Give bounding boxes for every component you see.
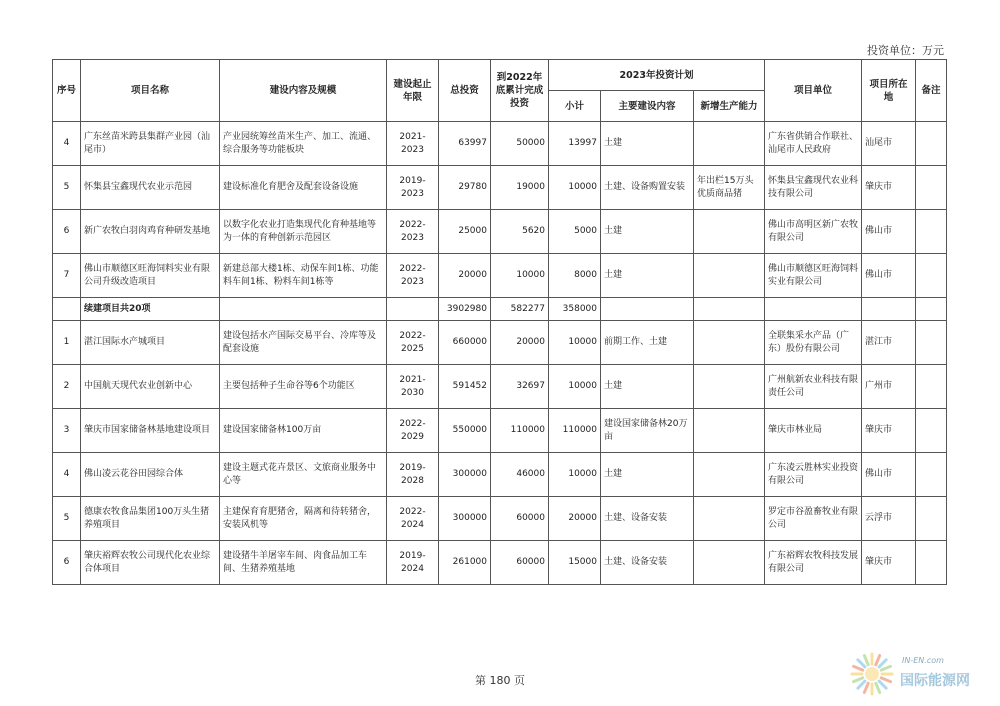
cell-note	[916, 254, 947, 298]
cell-note	[916, 166, 947, 210]
cell-period: 2022-2023	[387, 254, 439, 298]
col-subtotal: 小计	[549, 91, 601, 122]
cell-period: 2022-2025	[387, 321, 439, 365]
cell-content: 建设主题式花卉景区、文旅商业服务中心等	[220, 453, 387, 497]
cell-content: 建设国家储备林100万亩	[220, 409, 387, 453]
header-row-1	[53, 60, 947, 91]
cell-main: 土建	[601, 453, 694, 497]
cell-seq: 4	[53, 453, 81, 497]
cell-subtotal: 10000	[549, 453, 601, 497]
cell-done: 19000	[491, 166, 549, 210]
cell-note	[916, 453, 947, 497]
cell-content: 建设包括水产国际交易平台、冷库等及配套设施	[220, 321, 387, 365]
cell-main: 土建、设备购置安装	[601, 166, 694, 210]
cell-total: 261000	[439, 541, 491, 585]
summary-row	[53, 298, 947, 321]
cell-content: 新建总部大楼1栋、动保车间1栋、功能料车间1栋、粉料车间1栋等	[220, 254, 387, 298]
cell-subtotal: 10000	[549, 365, 601, 409]
sun-ray	[881, 666, 890, 670]
cell-total: 29780	[439, 166, 491, 210]
watermark	[842, 648, 992, 700]
cell-name: 肇庆市国家储备林基地建设项目	[81, 409, 220, 453]
investment-unit-note: 投资单位：万元	[867, 44, 944, 57]
cell-unit: 广东裕辉农牧科技发展有限公司	[765, 541, 862, 585]
cell-name: 新广农牧白羽肉鸡育种研发基地	[81, 210, 220, 254]
cell-main: 土建、设备安装	[601, 541, 694, 585]
cell-content: 主要包括种子生命谷等6个功能区	[220, 365, 387, 409]
cell-name: 湛江国际水产城项目	[81, 321, 220, 365]
sun-logo-icon	[850, 652, 894, 696]
cell-subtotal: 10000	[549, 166, 601, 210]
cell-content: 建设猪牛羊屠宰车间、肉食品加工车间、生猪养殖基地	[220, 541, 387, 585]
cell-total: 300000	[439, 497, 491, 541]
cell-note	[916, 210, 947, 254]
sun-ray	[864, 656, 868, 665]
watermark-name: 国际能源网	[900, 673, 970, 689]
cell-unit: 全联集采水产品（广东）股份有限公司	[765, 321, 862, 365]
col-name: 项目名称	[81, 60, 220, 122]
cell-name: 佛山凌云花谷田园综合体	[81, 453, 220, 497]
cell-capacity	[694, 321, 765, 365]
cell-capacity	[694, 122, 765, 166]
table-row	[53, 497, 947, 541]
cell-content: 以数字化农业打造集现代化育种基地等为一体的育种创新示范园区	[220, 210, 387, 254]
col-main-content: 主要建设内容	[601, 91, 694, 122]
cell-name: 广东丝苗米跨县集群产业园（汕尾市）	[81, 122, 220, 166]
cell-location: 云浮市	[862, 497, 916, 541]
col-unit: 项目单位	[765, 60, 862, 122]
cell-capacity: 年出栏15万头优质商品猪	[694, 166, 765, 210]
cell-total: 63997	[439, 122, 491, 166]
sun-ray	[879, 681, 886, 688]
cell-note	[916, 497, 947, 541]
summary-total: 3902980	[439, 298, 491, 321]
cell-total: 20000	[439, 254, 491, 298]
cell-capacity	[694, 210, 765, 254]
cell-unit: 佛山市高明区新广农牧有限公司	[765, 210, 862, 254]
cell-seq: 4	[53, 122, 81, 166]
cell-note	[916, 122, 947, 166]
col-location: 项目所在地	[862, 60, 916, 122]
cell-unit: 佛山市顺德区旺海饲料实业有限公司	[765, 254, 862, 298]
table-row	[53, 409, 947, 453]
cell-subtotal: 8000	[549, 254, 601, 298]
cell-done: 5620	[491, 210, 549, 254]
table-row	[53, 122, 947, 166]
cell-content: 产业园统筹丝苗米生产、加工、流通、综合服务等功能板块	[220, 122, 387, 166]
cell-main: 前期工作、土建	[601, 321, 694, 365]
cell-location: 佛山市	[862, 210, 916, 254]
cell-period: 2019-2028	[387, 453, 439, 497]
cell-unit: 怀集县宝鑫现代农业科技有限公司	[765, 166, 862, 210]
cell-total: 300000	[439, 453, 491, 497]
cell-unit: 罗定市谷盈畜牧业有限公司	[765, 497, 862, 541]
cell-done: 32697	[491, 365, 549, 409]
col-plan2023: 2023年投资计划	[549, 60, 765, 91]
cell-main: 土建	[601, 122, 694, 166]
cell-location: 肇庆市	[862, 541, 916, 585]
cell-total: 550000	[439, 409, 491, 453]
cell-main: 土建	[601, 210, 694, 254]
cell-done: 110000	[491, 409, 549, 453]
cell-capacity	[694, 254, 765, 298]
table-row	[53, 254, 947, 298]
cell-seq: 2	[53, 365, 81, 409]
sun-ray	[858, 660, 865, 667]
summary-done: 582277	[491, 298, 549, 321]
cell-subtotal: 20000	[549, 497, 601, 541]
sun-ray	[864, 683, 868, 692]
cell-subtotal: 5000	[549, 210, 601, 254]
sun-ray	[858, 681, 865, 688]
cell-capacity	[694, 409, 765, 453]
cell-subtotal: 110000	[549, 409, 601, 453]
cell-period: 2022-2029	[387, 409, 439, 453]
table-body-a	[53, 122, 947, 298]
cell-seq: 6	[53, 210, 81, 254]
col-content: 建设内容及规模	[220, 60, 387, 122]
page-number: 第 180 页	[475, 674, 525, 687]
cell-unit: 广东省供销合作联社、汕尾市人民政府	[765, 122, 862, 166]
table-row	[53, 321, 947, 365]
cell-capacity	[694, 497, 765, 541]
cell-seq: 6	[53, 541, 81, 585]
sun-ray	[876, 656, 880, 665]
cell-seq: 1	[53, 321, 81, 365]
sun-ray	[854, 666, 863, 670]
cell-done: 60000	[491, 497, 549, 541]
cell-name: 佛山市顺德区旺海饲料实业有限公司升级改造项目	[81, 254, 220, 298]
table-body-b	[53, 321, 947, 585]
table-row	[53, 166, 947, 210]
cell-name: 肇庆裕辉农牧公司现代化农业综合体项目	[81, 541, 220, 585]
cell-unit: 肇庆市林业局	[765, 409, 862, 453]
cell-subtotal: 15000	[549, 541, 601, 585]
cell-total: 660000	[439, 321, 491, 365]
cell-seq: 3	[53, 409, 81, 453]
cell-period: 2019-2024	[387, 541, 439, 585]
cell-done: 50000	[491, 122, 549, 166]
cell-total: 25000	[439, 210, 491, 254]
cell-main: 土建、设备安装	[601, 497, 694, 541]
table-row	[53, 541, 947, 585]
cell-total: 591452	[439, 365, 491, 409]
table-row	[53, 453, 947, 497]
cell-subtotal: 10000	[549, 321, 601, 365]
cell-note	[916, 541, 947, 585]
watermark-site: IN-EN.com	[902, 656, 944, 665]
summary-label: 续建项目共20项	[81, 298, 220, 321]
cell-note	[916, 365, 947, 409]
sun-ray	[854, 678, 863, 682]
sun-ray	[881, 678, 890, 682]
col-new-capacity: 新增生产能力	[694, 91, 765, 122]
cell-subtotal: 13997	[549, 122, 601, 166]
cell-content: 主建保育育肥猪舍，隔离和待转猪舍，安装风机等	[220, 497, 387, 541]
cell-note	[916, 409, 947, 453]
cell-capacity	[694, 453, 765, 497]
sun-ray	[876, 683, 880, 692]
summary-sub: 358000	[549, 298, 601, 321]
cell-content: 建设标准化育肥舍及配套设备设施	[220, 166, 387, 210]
cell-location: 汕尾市	[862, 122, 916, 166]
table-row	[53, 365, 947, 409]
project-table	[52, 59, 947, 585]
cell-location: 肇庆市	[862, 409, 916, 453]
summary-body	[53, 298, 947, 321]
cell-done: 46000	[491, 453, 549, 497]
cell-location: 湛江市	[862, 321, 916, 365]
cell-location: 佛山市	[862, 254, 916, 298]
table-row	[53, 210, 947, 254]
cell-done: 10000	[491, 254, 549, 298]
cell-capacity	[694, 541, 765, 585]
cell-period: 2019-2023	[387, 166, 439, 210]
cell-period: 2022-2024	[387, 497, 439, 541]
cell-location: 广州市	[862, 365, 916, 409]
cell-main: 土建	[601, 254, 694, 298]
cell-location: 肇庆市	[862, 166, 916, 210]
cell-done: 60000	[491, 541, 549, 585]
sun-ray	[879, 660, 886, 667]
cell-name: 德康农牧食品集团100万头生猪养殖项目	[81, 497, 220, 541]
cell-main: 土建	[601, 365, 694, 409]
cell-note	[916, 321, 947, 365]
cell-name: 怀集县宝鑫现代农业示范园	[81, 166, 220, 210]
cell-location: 佛山市	[862, 453, 916, 497]
cell-seq: 5	[53, 497, 81, 541]
col-period: 建设起止年限	[387, 60, 439, 122]
cell-name: 中国航天现代农业创新中心	[81, 365, 220, 409]
col-total: 总投资	[439, 60, 491, 122]
cell-unit: 广东凌云胜林实业投资有限公司	[765, 453, 862, 497]
cell-period: 2022-2023	[387, 210, 439, 254]
cell-period: 2021-2023	[387, 122, 439, 166]
col-done2022: 到2022年底累计完成投资	[491, 60, 549, 122]
cell-capacity	[694, 365, 765, 409]
cell-done: 20000	[491, 321, 549, 365]
cell-seq: 5	[53, 166, 81, 210]
col-seq: 序号	[53, 60, 81, 122]
cell-main: 建设国家储备林20万亩	[601, 409, 694, 453]
col-note: 备注	[916, 60, 947, 122]
cell-unit: 广州航新农业科技有限责任公司	[765, 365, 862, 409]
cell-period: 2021-2030	[387, 365, 439, 409]
cell-seq: 7	[53, 254, 81, 298]
